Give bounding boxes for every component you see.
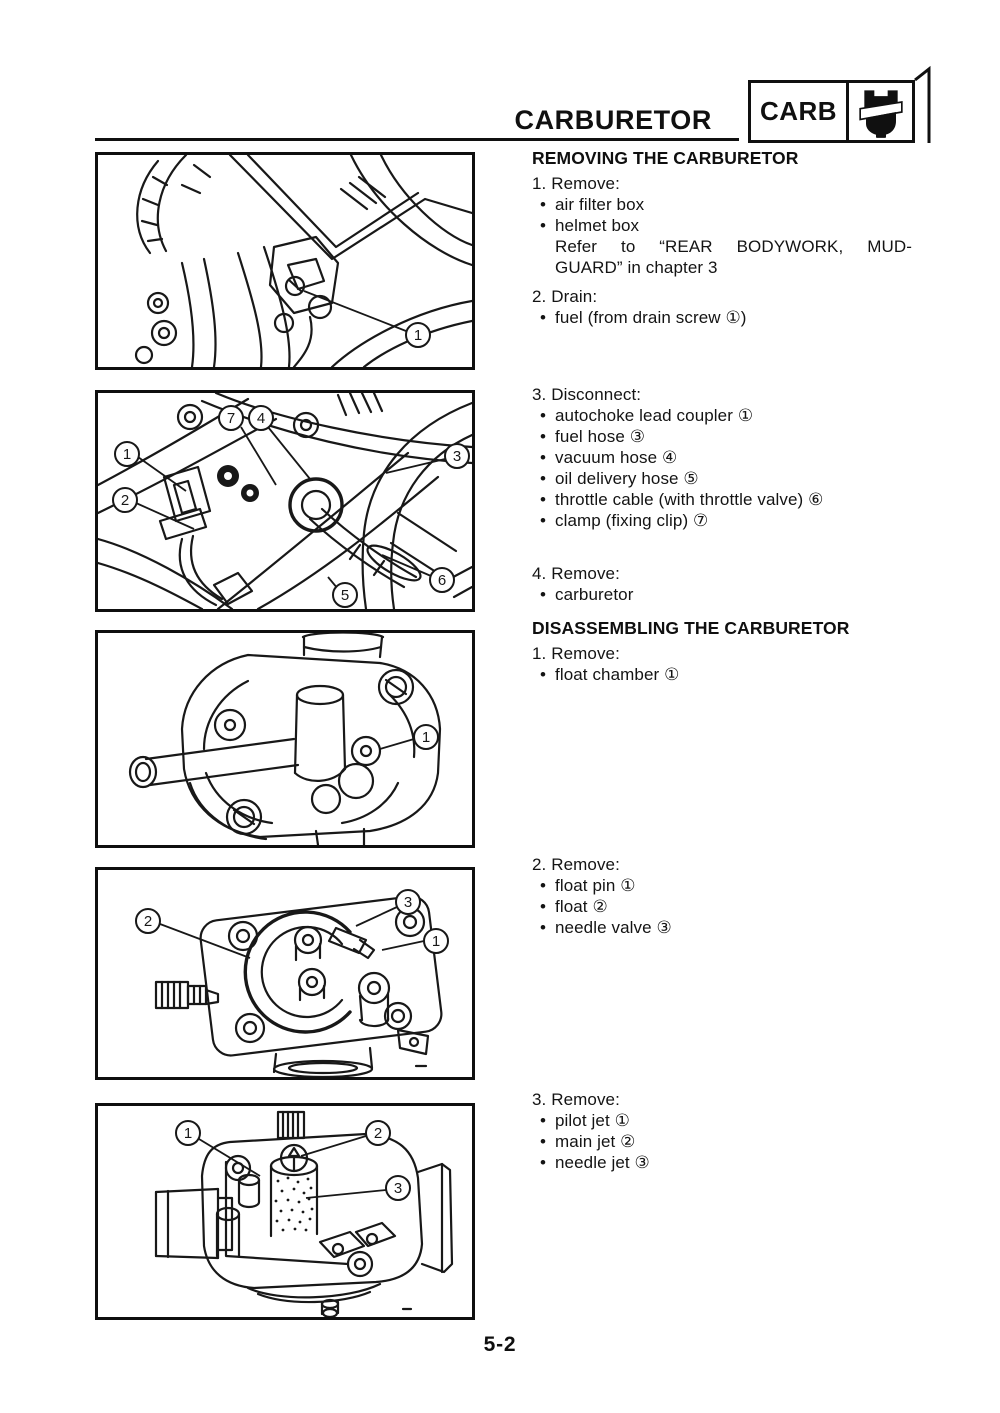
section-disassembling — [532, 618, 932, 685]
svg-text:3: 3 — [403, 894, 413, 911]
page-number: 5-2 — [483, 1333, 517, 1356]
svg-text:3: 3 — [452, 448, 462, 465]
section-removing — [532, 148, 932, 328]
callout-2 — [366, 1121, 390, 1145]
step-label: 2. Drain: — [532, 287, 598, 306]
callout-7 — [219, 406, 243, 430]
list-item: • air filter box — [532, 194, 932, 215]
step-disassemble-2 — [532, 854, 932, 938]
callout-3 — [396, 890, 420, 914]
svg-text:1: 1 — [413, 327, 423, 344]
list-item: • autochoke lead coupler ① — [532, 405, 932, 426]
page-title: CARBURETOR — [514, 105, 712, 135]
callout-3 — [386, 1176, 410, 1200]
callout-1 — [176, 1121, 200, 1145]
step-label: 4. Remove: — [532, 564, 620, 583]
step-remove-1 — [532, 173, 932, 278]
bullet-list — [532, 1110, 932, 1173]
bullet-list — [532, 405, 932, 531]
refer-note-line: Refer to “REAR BODYWORK, MUD- — [555, 237, 912, 256]
step-disassemble-1 — [532, 643, 932, 685]
list-item: • float chamber ① — [532, 664, 932, 685]
disassembling-heading: DISASSEMBLING THE CARBURETOR — [532, 618, 850, 638]
svg-text:2: 2 — [120, 492, 130, 509]
svg-text:4: 4 — [256, 410, 266, 427]
title-rule — [95, 138, 739, 141]
callout-1 — [406, 323, 430, 347]
list-item: • fuel hose ③ — [532, 426, 932, 447]
step-disassemble-3 — [532, 1089, 932, 1173]
list-item: • oil delivery hose ⑤ — [532, 468, 932, 489]
svg-text:6: 6 — [437, 572, 447, 589]
step-label: 2. Remove: — [532, 855, 620, 874]
callout-1 — [115, 442, 139, 466]
callout-3 — [445, 444, 469, 468]
callout-5 — [333, 583, 357, 607]
list-item: • pilot jet ① — [532, 1110, 932, 1131]
svg-text:2: 2 — [143, 913, 153, 930]
callout-2 — [136, 909, 160, 933]
callout-4 — [249, 406, 273, 430]
figure-1-art — [98, 155, 472, 367]
list-item: • needle valve ③ — [532, 917, 932, 938]
svg-text:5: 5 — [340, 587, 350, 604]
svg-text:1: 1 — [431, 933, 441, 950]
svg-text:7: 7 — [226, 410, 236, 427]
step-label: 3. Remove: — [532, 1090, 620, 1109]
bullet-list — [532, 875, 932, 938]
svg-text:1: 1 — [421, 729, 431, 746]
step-label: 1. Remove: — [532, 174, 620, 193]
list-item: • main jet ② — [532, 1131, 932, 1152]
figure-jets — [95, 1103, 475, 1320]
figure-5-art — [98, 1106, 472, 1317]
list-item: • clamp (fixing clip) ⑦ — [532, 510, 932, 531]
section-disconnect — [532, 384, 932, 605]
figure-float-chamber — [95, 630, 475, 848]
step-drain — [532, 286, 932, 328]
figure-float-and-needle-valve — [95, 867, 475, 1080]
svg-text:1: 1 — [122, 446, 132, 463]
chapter-tab-label: CARB — [759, 96, 838, 126]
svg-text:1: 1 — [183, 1125, 193, 1142]
bullet-list — [532, 584, 932, 605]
figure-4-art — [98, 870, 472, 1077]
section-disassemble-2 — [532, 854, 932, 938]
list-item: • needle jet ③ — [532, 1152, 932, 1173]
callout-2 — [113, 488, 137, 512]
svg-text:3: 3 — [393, 1180, 403, 1197]
list-item: • float pin ① — [532, 875, 932, 896]
chapter-tab-icon-cell — [846, 83, 912, 140]
refer-note-line: GUARD” in chapter 3 — [555, 258, 718, 277]
list-item: • helmet box — [532, 215, 932, 236]
chapter-tab — [748, 80, 915, 143]
list-item: • throttle cable (with throttle valve) ⑥ — [532, 489, 932, 510]
figure-drain-screw-location — [95, 152, 475, 370]
step-label: 3. Disconnect: — [532, 385, 642, 404]
bullet-list — [532, 664, 932, 685]
section-disassemble-3 — [532, 1089, 932, 1173]
carburetor-icon — [856, 85, 906, 139]
refer-note — [555, 236, 912, 278]
list-item: • fuel (from drain screw ①) — [532, 307, 932, 328]
callout-1 — [424, 929, 448, 953]
step-remove-4 — [532, 563, 932, 605]
list-item: • vacuum hose ④ — [532, 447, 932, 468]
step-label: 1. Remove: — [532, 644, 620, 663]
callout-6 — [430, 568, 454, 592]
callout-1 — [414, 725, 438, 749]
list-item: • float ② — [532, 896, 932, 917]
list-item: • carburetor — [532, 584, 932, 605]
removing-heading: REMOVING THE CARBURETOR — [532, 148, 799, 168]
bullet-list — [532, 307, 932, 328]
svg-text:2: 2 — [373, 1125, 383, 1142]
figure-2-art — [98, 393, 472, 609]
step-disconnect — [532, 384, 932, 531]
figure-carburetor-connections — [95, 390, 475, 612]
figure-3-art — [98, 633, 472, 845]
bullet-list — [532, 194, 932, 236]
